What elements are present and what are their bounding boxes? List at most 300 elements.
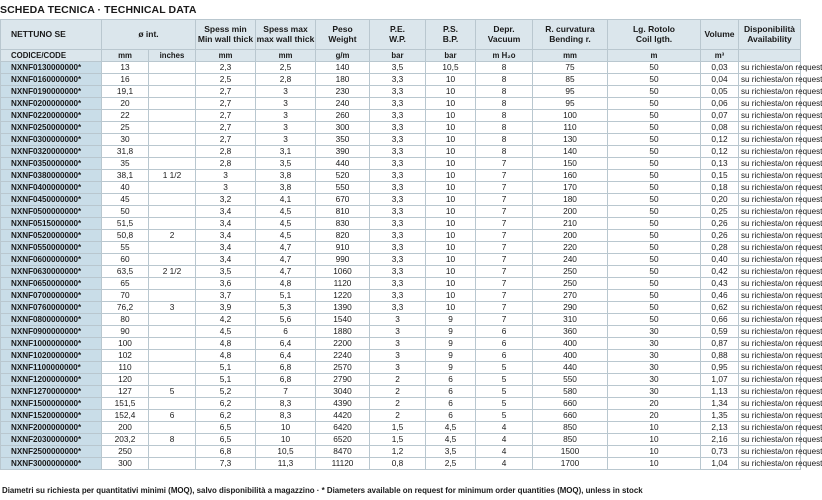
table-cell: 3,3 [370, 218, 426, 230]
table-cell: 3 [149, 302, 196, 314]
table-cell: 65 [102, 278, 149, 290]
table-row [1, 194, 801, 206]
table-cell: 8470 [316, 446, 370, 458]
table-cell: 5,1 [196, 362, 256, 374]
table-cell: 4,2 [196, 314, 256, 326]
table-cell: 200 [533, 206, 608, 218]
table-cell: 4 [476, 422, 533, 434]
table-cell: 180 [533, 194, 608, 206]
table-cell: 4,5 [256, 230, 316, 242]
table-cell: 3,3 [370, 266, 426, 278]
table-cell: 1,34 [701, 398, 739, 410]
table-cell [149, 278, 196, 290]
header-text: Spess min Min wall thick [197, 24, 254, 44]
table-cell: 4420 [316, 410, 370, 422]
table-cell: 1 1/2 [149, 170, 196, 182]
availability-cell: su richiesta/on request [739, 398, 801, 410]
table-cell: 10 [608, 446, 701, 458]
table-cell [149, 326, 196, 338]
table-cell [149, 146, 196, 158]
table-cell: 0,12 [701, 134, 739, 146]
table-cell: 22 [102, 110, 149, 122]
table-row [1, 158, 801, 170]
table-cell: 670 [316, 194, 370, 206]
availability-cell: su richiesta/on request [739, 206, 801, 218]
table-cell: 30 [608, 338, 701, 350]
table-cell: 10 [426, 170, 476, 182]
product-code-cell: NXNF0550000000* [1, 242, 102, 254]
header-text: Lg. Rotolo Coil lgth. [632, 24, 675, 44]
table-cell: 0,20 [701, 194, 739, 206]
table-cell [149, 314, 196, 326]
min-wall-header [196, 20, 256, 50]
table-cell: 850 [533, 422, 608, 434]
unit-cell: mm [256, 50, 316, 62]
table-cell: 11120 [316, 458, 370, 470]
table-cell: 6420 [316, 422, 370, 434]
availability-header [739, 20, 801, 50]
product-code-cell: NXNF2030000000* [1, 434, 102, 446]
product-code-cell: NXNF0630000000* [1, 266, 102, 278]
table-cell: 3,3 [370, 242, 426, 254]
table-cell: 7 [476, 302, 533, 314]
table-cell: 4 [476, 434, 533, 446]
availability-cell: su richiesta/on request [739, 218, 801, 230]
product-code-cell: NXNF0600000000* [1, 254, 102, 266]
table-cell: 50 [608, 170, 701, 182]
product-code-cell: NXNF0320000000* [1, 146, 102, 158]
availability-cell: su richiesta/on request [739, 134, 801, 146]
availability-cell: su richiesta/on request [739, 122, 801, 134]
product-code-cell: NXNF0130000000* [1, 62, 102, 74]
table-cell: 6,2 [196, 410, 256, 422]
table-cell: 50 [608, 302, 701, 314]
table-cell: 1,5 [370, 422, 426, 434]
weight-header [316, 20, 370, 50]
table-cell: 260 [316, 110, 370, 122]
table-cell: 3,4 [196, 206, 256, 218]
table-cell [149, 338, 196, 350]
table-cell: 80 [102, 314, 149, 326]
table-cell: 1,2 [370, 446, 426, 458]
table-cell: 20 [608, 398, 701, 410]
availability-cell: su richiesta/on request [739, 158, 801, 170]
table-cell: 10 [426, 122, 476, 134]
table-cell: 102 [102, 350, 149, 362]
table-row [1, 170, 801, 182]
product-code-cell: NXNF0500000000* [1, 206, 102, 218]
table-cell: 1880 [316, 326, 370, 338]
table-cell: 180 [316, 74, 370, 86]
table-cell: 10 [426, 290, 476, 302]
table-cell: 1220 [316, 290, 370, 302]
table-cell: 50 [608, 266, 701, 278]
table-cell: 95 [533, 98, 608, 110]
table-cell: 200 [533, 230, 608, 242]
table-cell: 8,3 [256, 410, 316, 422]
table-cell: 170 [533, 182, 608, 194]
unit-cell: mm [102, 50, 149, 62]
header-text: Volume [704, 28, 735, 39]
table-cell: 13 [102, 62, 149, 74]
table-cell: 580 [533, 386, 608, 398]
table-cell: 290 [533, 302, 608, 314]
product-code-cell: NXNF0520000000* [1, 230, 102, 242]
table-cell: 6,8 [256, 374, 316, 386]
table-cell: 4,8 [196, 338, 256, 350]
table-cell: 10 [426, 182, 476, 194]
working-pressure-header [370, 20, 426, 50]
table-cell: 2,16 [701, 434, 739, 446]
table-cell: 2240 [316, 350, 370, 362]
table-cell: 820 [316, 230, 370, 242]
table-cell: 3,3 [370, 86, 426, 98]
table-cell: 60 [102, 254, 149, 266]
unit-cell: m³ [701, 50, 739, 62]
table-cell: 2570 [316, 362, 370, 374]
header-text: Depr. Vacuum [487, 24, 521, 44]
table-cell: 10 [426, 254, 476, 266]
product-code-cell: NXNF0380000000* [1, 170, 102, 182]
table-cell: 6,5 [196, 434, 256, 446]
table-cell: 8 [476, 74, 533, 86]
table-row [1, 266, 801, 278]
product-code-cell: NXNF0515000000* [1, 218, 102, 230]
table-cell: 50 [608, 290, 701, 302]
vacuum-header [476, 20, 533, 50]
table-cell: 910 [316, 242, 370, 254]
table-cell: 127 [102, 386, 149, 398]
table-cell: 10 [426, 194, 476, 206]
table-cell: 550 [533, 374, 608, 386]
table-cell: 0,43 [701, 278, 739, 290]
table-cell: 4 [476, 446, 533, 458]
table-cell: 2 1/2 [149, 266, 196, 278]
table-row [1, 74, 801, 86]
table-row [1, 398, 801, 410]
technical-data-table [0, 19, 822, 470]
table-cell: 3 [370, 326, 426, 338]
table-row [1, 62, 801, 74]
table-cell: 4,7 [256, 242, 316, 254]
table-cell: 10 [426, 110, 476, 122]
table-cell: 7 [476, 266, 533, 278]
table-cell: 3 [196, 170, 256, 182]
table-cell: 1120 [316, 278, 370, 290]
table-cell: 10 [256, 422, 316, 434]
table-cell: 3,3 [370, 194, 426, 206]
volume-header [701, 20, 739, 50]
table-cell: 6 [149, 410, 196, 422]
table-cell: 0,26 [701, 230, 739, 242]
table-cell: 50 [608, 278, 701, 290]
table-cell: 3,3 [370, 302, 426, 314]
table-cell: 400 [533, 338, 608, 350]
table-cell: 1,5 [370, 434, 426, 446]
table-cell: 50 [608, 194, 701, 206]
table-cell: 90 [102, 326, 149, 338]
table-cell: 30 [102, 134, 149, 146]
availability-cell: su richiesta/on request [739, 338, 801, 350]
table-cell [149, 374, 196, 386]
table-cell: 7 [476, 254, 533, 266]
table-cell: 6 [256, 326, 316, 338]
table-cell: 7 [476, 170, 533, 182]
table-cell: 20 [608, 410, 701, 422]
table-cell: 3,5 [196, 266, 256, 278]
table-cell: 120 [102, 374, 149, 386]
product-code-cell: NXNF0200000000* [1, 98, 102, 110]
table-cell: 250 [102, 446, 149, 458]
availability-cell: su richiesta/on request [739, 422, 801, 434]
table-body [1, 62, 822, 470]
table-cell: 4 [476, 458, 533, 470]
table-cell: 100 [102, 338, 149, 350]
table-cell: 10 [256, 434, 316, 446]
table-cell: 7,3 [196, 458, 256, 470]
table-cell: 140 [316, 62, 370, 74]
table-cell: 8 [476, 146, 533, 158]
table-cell: 5 [149, 386, 196, 398]
table-row [1, 350, 801, 362]
table-cell: 50 [608, 230, 701, 242]
table-cell: 3,3 [370, 290, 426, 302]
header-text: Peso Weight [328, 24, 357, 44]
table-cell: 8 [149, 434, 196, 446]
table-cell: 240 [533, 254, 608, 266]
table-cell: 5,1 [256, 290, 316, 302]
table-cell [149, 110, 196, 122]
table-cell: 2,3 [196, 62, 256, 74]
table-cell: 10 [426, 146, 476, 158]
table-cell: 250 [533, 266, 608, 278]
table-cell: 40 [102, 182, 149, 194]
availability-cell: su richiesta/on request [739, 74, 801, 86]
product-code-cell: NXNF2500000000* [1, 446, 102, 458]
table-cell: 4,5 [426, 434, 476, 446]
code-header: CODICE/CODE [1, 50, 102, 62]
table-cell: 230 [316, 86, 370, 98]
product-code-cell: NXNF0190000000* [1, 86, 102, 98]
table-cell: 350 [316, 134, 370, 146]
table-cell: 3,3 [370, 206, 426, 218]
table-cell: 7 [476, 194, 533, 206]
table-row [1, 230, 801, 242]
availability-cell: su richiesta/on request [739, 182, 801, 194]
table-row [1, 374, 801, 386]
product-code-cell: NXNF0650000000* [1, 278, 102, 290]
table-cell: 660 [533, 398, 608, 410]
table-cell: 3,1 [256, 146, 316, 158]
table-cell: 8 [476, 98, 533, 110]
table-cell [149, 122, 196, 134]
table-cell: 3,3 [370, 254, 426, 266]
table-cell: 9 [426, 326, 476, 338]
table-cell: 7 [476, 242, 533, 254]
table-cell: 30 [608, 386, 701, 398]
table-cell: 9 [426, 338, 476, 350]
table-cell: 3,4 [196, 242, 256, 254]
availability-cell: su richiesta/on request [739, 326, 801, 338]
table-cell: 3 [370, 350, 426, 362]
availability-cell: su richiesta/on request [739, 242, 801, 254]
table-cell: 38,1 [102, 170, 149, 182]
table-row [1, 254, 801, 266]
table-cell: 10,5 [256, 446, 316, 458]
table-cell: 100 [533, 110, 608, 122]
table-row [1, 98, 801, 110]
table-cell: 152,4 [102, 410, 149, 422]
table-cell: 31,8 [102, 146, 149, 158]
table-cell: 2,7 [196, 122, 256, 134]
burst-pressure-header [426, 20, 476, 50]
table-cell: 3,3 [370, 134, 426, 146]
table-cell: 3 [370, 362, 426, 374]
table-cell: 7 [256, 386, 316, 398]
table-cell: 1390 [316, 302, 370, 314]
table-cell: 4,1 [256, 194, 316, 206]
table-cell: 5,6 [256, 314, 316, 326]
table-cell: 3,4 [196, 230, 256, 242]
table-row [1, 86, 801, 98]
table-cell [149, 86, 196, 98]
table-row [1, 386, 801, 398]
table-cell: 3,3 [370, 110, 426, 122]
table-cell [149, 350, 196, 362]
availability-cell: su richiesta/on request [739, 62, 801, 74]
table-cell: 5 [476, 410, 533, 422]
table-cell: 10 [608, 422, 701, 434]
table-cell: 5 [476, 398, 533, 410]
table-row [1, 218, 801, 230]
table-cell: 151,5 [102, 398, 149, 410]
availability-cell: su richiesta/on request [739, 458, 801, 470]
availability-cell: su richiesta/on request [739, 86, 801, 98]
table-cell: 3,5 [256, 158, 316, 170]
table-cell: 440 [316, 158, 370, 170]
table-cell: 4,5 [196, 326, 256, 338]
table-cell: 1500 [533, 446, 608, 458]
table-cell [149, 98, 196, 110]
table-cell: 2 [149, 230, 196, 242]
table-row [1, 110, 801, 122]
table-cell: 520 [316, 170, 370, 182]
table-cell: 9 [426, 314, 476, 326]
table-cell: 130 [533, 134, 608, 146]
table-cell: 7 [476, 314, 533, 326]
product-code-cell: NXNF0350000000* [1, 158, 102, 170]
table-cell: 0,59 [701, 326, 739, 338]
table-cell: 4390 [316, 398, 370, 410]
table-cell: 2,5 [196, 74, 256, 86]
table-cell: 5 [476, 362, 533, 374]
table-cell: 2,8 [196, 158, 256, 170]
table-cell: 7 [476, 206, 533, 218]
table-cell: 220 [533, 242, 608, 254]
table-cell: 50 [608, 254, 701, 266]
table-cell: 3,3 [370, 278, 426, 290]
bending-radius-header [533, 20, 608, 50]
product-code-cell: NXNF1270000000* [1, 386, 102, 398]
table-cell: 830 [316, 218, 370, 230]
table-row [1, 302, 801, 314]
product-code-cell: NXNF1000000000* [1, 338, 102, 350]
table-cell: 1,13 [701, 386, 739, 398]
table-cell: 7 [476, 182, 533, 194]
table-cell: 2,7 [196, 110, 256, 122]
product-code-cell: NXNF1200000000* [1, 374, 102, 386]
availability-cell: su richiesta/on request [739, 386, 801, 398]
table-cell: 2,7 [196, 86, 256, 98]
table-row [1, 278, 801, 290]
table-cell: 140 [533, 146, 608, 158]
table-cell [149, 254, 196, 266]
table-cell: 30 [608, 326, 701, 338]
product-code-cell: NXNF1020000000* [1, 350, 102, 362]
table-row [1, 338, 801, 350]
table-cell: 310 [533, 314, 608, 326]
coil-length-header [608, 20, 701, 50]
table-cell: 550 [316, 182, 370, 194]
unit-cell: bar [370, 50, 426, 62]
table-cell: 6,2 [196, 398, 256, 410]
table-cell: 10 [608, 434, 701, 446]
availability-cell: su richiesta/on request [739, 290, 801, 302]
table-cell: 1,04 [701, 458, 739, 470]
table-cell [149, 74, 196, 86]
table-cell: 0,13 [701, 158, 739, 170]
table-cell: 6 [426, 410, 476, 422]
table-cell: 6,5 [196, 422, 256, 434]
table-cell: 0,06 [701, 98, 739, 110]
table-cell: 30 [608, 350, 701, 362]
table-cell [149, 422, 196, 434]
availability-cell: su richiesta/on request [739, 434, 801, 446]
availability-cell: su richiesta/on request [739, 302, 801, 314]
product-code-cell: NXNF3000000000* [1, 458, 102, 470]
table-cell: 8 [476, 110, 533, 122]
table-cell: 7 [476, 290, 533, 302]
table-cell: 3,3 [370, 230, 426, 242]
product-code-cell: NXNF0800000000* [1, 314, 102, 326]
table-cell: 3 [256, 98, 316, 110]
table-cell: 6,8 [196, 446, 256, 458]
table-cell: 3,5 [370, 62, 426, 74]
table-cell: 2 [370, 398, 426, 410]
table-cell: 3,7 [196, 290, 256, 302]
table-cell [149, 290, 196, 302]
table-cell: 5 [476, 374, 533, 386]
table-cell: 6 [426, 374, 476, 386]
table-cell [149, 134, 196, 146]
table-cell: 2,7 [196, 134, 256, 146]
inner-diameter-header: ø int. [102, 20, 196, 50]
table-cell: 0,07 [701, 110, 739, 122]
unit-cell: g/m [316, 50, 370, 62]
table-cell: 0,03 [701, 62, 739, 74]
table-cell: 8,3 [256, 398, 316, 410]
table-cell: 3,3 [370, 74, 426, 86]
table-cell: 3,3 [370, 98, 426, 110]
product-code-cell: NXNF0700000000* [1, 290, 102, 302]
table-cell: 10 [426, 206, 476, 218]
unit-cell: inches [149, 50, 196, 62]
table-cell: 2,8 [196, 146, 256, 158]
table-cell: 6 [426, 386, 476, 398]
table-cell: 10 [426, 242, 476, 254]
table-cell: 5 [476, 386, 533, 398]
table-cell: 3 [370, 338, 426, 350]
